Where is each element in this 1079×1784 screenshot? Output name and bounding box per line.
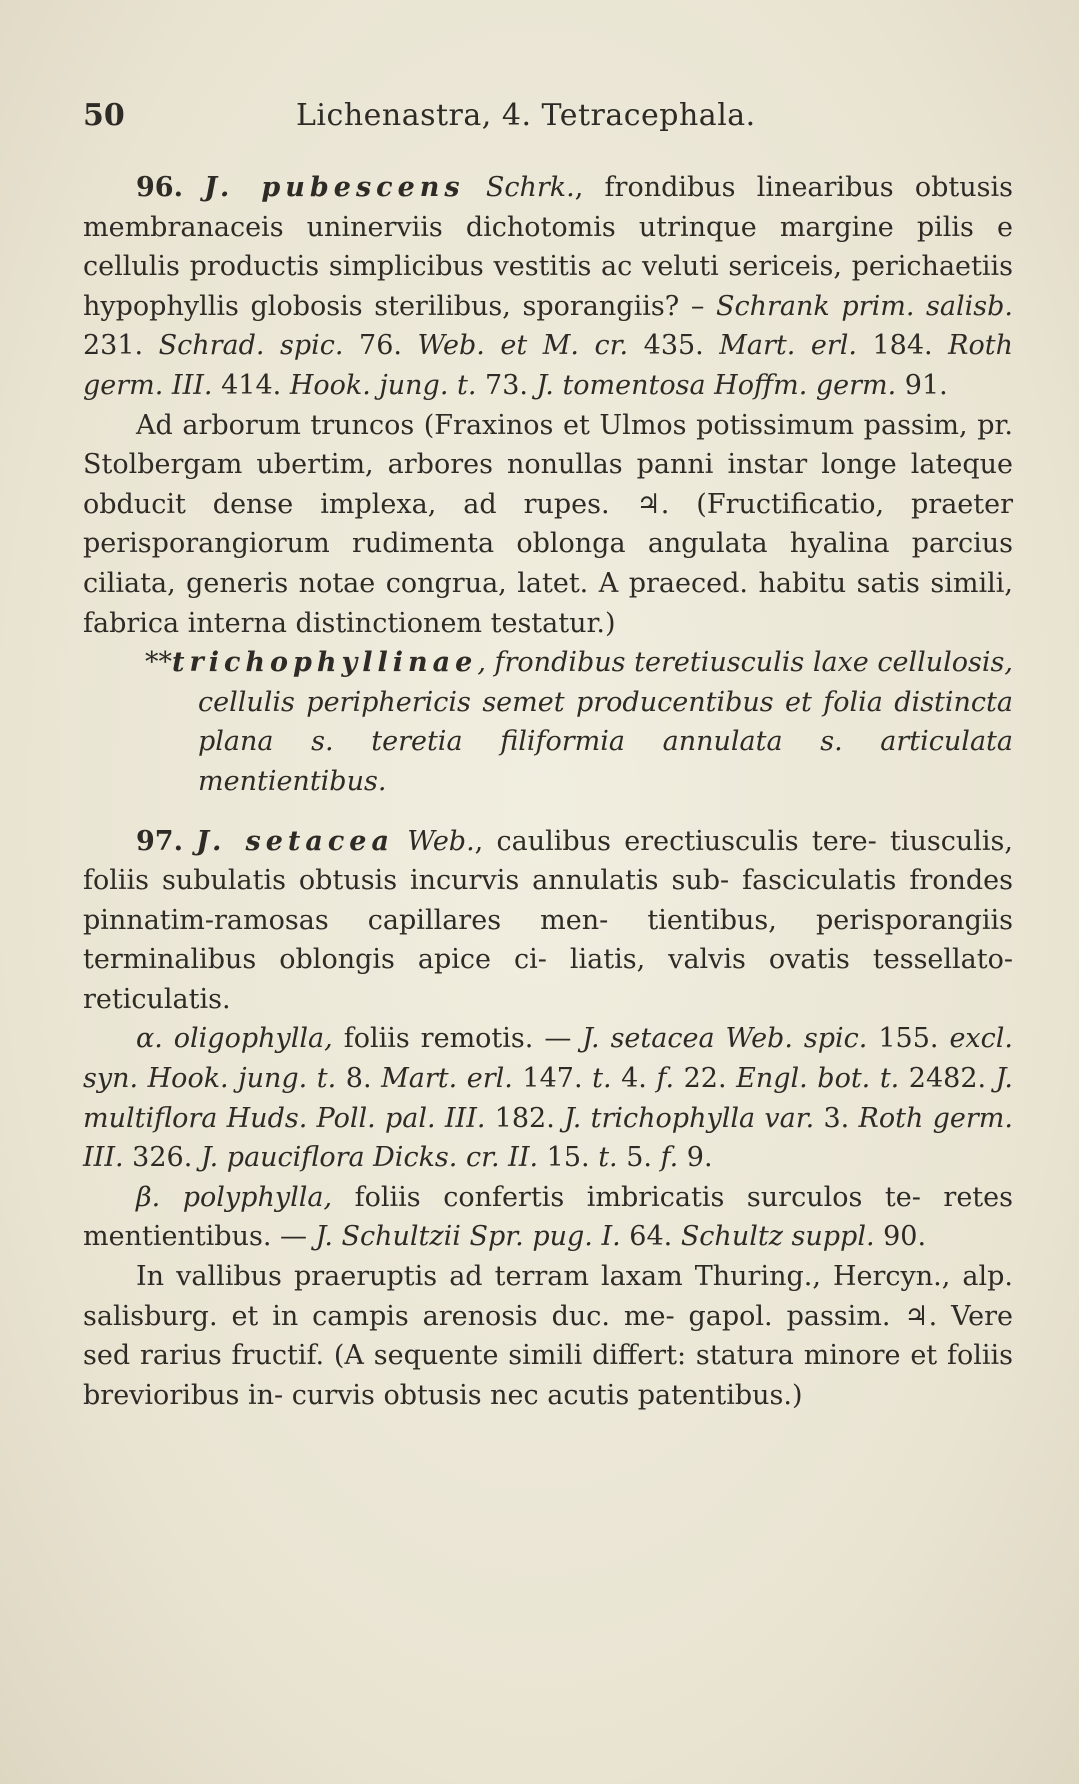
entry-number: 96. [136, 172, 183, 203]
reference-page: 9. [678, 1142, 713, 1174]
reference: J. setacea Web. spic. [582, 1023, 868, 1055]
reference: J. Schultzii Spr. pug. I. [315, 1221, 621, 1253]
reference: Web. et M. cr. [417, 330, 629, 362]
reference: t. [592, 1063, 612, 1095]
subsection-description: , frondibus teretiusculis laxe cellulosis, cellulis periphericis semet producentibus et folia distincta plana s. teretia filiformia annulata s. articulata mentientibus. [198, 647, 1013, 797]
reference: excl. syn. Hook. jung. t. [83, 1023, 1013, 1095]
variety-alpha [83, 1019, 1013, 1177]
entry-97 [83, 822, 1013, 1020]
reference-page: 15. [538, 1142, 599, 1174]
species-name: J. setacea [196, 825, 394, 857]
reference: Mart. erl. [381, 1063, 513, 1095]
variety-beta [83, 1178, 1013, 1257]
reference: Roth germ. III. [83, 330, 1013, 401]
reference-page: 435. [628, 330, 720, 362]
reference-page: 8. [336, 1063, 382, 1095]
reference-page: 2482. [899, 1063, 996, 1095]
page-body [83, 168, 1013, 1415]
species-author: Schrk. [485, 172, 575, 203]
subsection-name: trichophyllinae [172, 647, 478, 679]
reference: f. [660, 1142, 679, 1174]
entry-96 [83, 168, 1013, 406]
reference: Mart. erl. [719, 330, 857, 362]
reference-page: 76. [343, 330, 418, 362]
spacer [83, 802, 1013, 822]
description: , frondibus linearibus obtusis membranaceis uninerviis dichotomis utrinque margine pilis e cellulis productis simplicibus vestitis ac veluti sericeis, perichaetiis hypophyllis globosis sterilibus, sporangiis? – [83, 172, 1013, 322]
species-name: J. pubescens [204, 172, 465, 203]
variety-label: β. polyphylla, [136, 1181, 333, 1213]
reference: J. pauciflora Dicks. cr. II. [200, 1142, 539, 1174]
reference-page: 73. [476, 369, 537, 401]
reference-page: 231. [83, 330, 159, 362]
description: , caulibus erectiusculis tere- tiusculis, foliis subulatis obtusis incurvis annulatis sub- fasciculatis frondes pinnatim-ramosas capillares men- tientibus, perisporangiis terminalibus oblongis apice ci- liatis, valvis ovatis tessellato-reticulatis. [83, 825, 1013, 1015]
reference: Schrank prim. salisb. [715, 290, 1014, 322]
reference: Roth germ. III. [83, 1102, 1013, 1174]
reference: J. tomentosa Hoffm. germ. [536, 369, 897, 401]
reference: Hook. jung. t. [289, 369, 477, 401]
reference-page: 5. [617, 1142, 661, 1174]
reference-page: 326. [123, 1142, 201, 1174]
page-header [83, 98, 1013, 148]
reference-page: 3. [814, 1102, 859, 1134]
species-author: Web. [407, 825, 475, 857]
reference-page: 414. [212, 369, 290, 401]
reference: f. [656, 1063, 675, 1095]
variety-description: foliis remotis. — [332, 1023, 583, 1055]
variety-label: α. oligophylla, [136, 1023, 333, 1055]
variety-description: foliis confertis imbricatis surculos te- retes mentientibus. — [83, 1181, 1013, 1253]
reference: Engl. bot. t. [736, 1063, 900, 1095]
reference: t. [598, 1142, 618, 1174]
reference-page: 182. [485, 1102, 565, 1134]
subsection-marker: ** [145, 647, 172, 679]
reference: Schrad. spic. [158, 330, 344, 362]
reference-page: 155. [867, 1023, 950, 1055]
habitat-96: Ad arborum truncos (Fraxinos et Ulmos potissimum passim, pr. Stolbergam ubertim, arbores nonullas panni instar longe lateque obducit dense implexa, ad rupes. ♃. (Fructificatio, praeter perisporangiorum rudimenta oblonga angulata hyalina parcius ciliata, generis notae congrua, latet. A praeced. habitu satis simili, fabrica interna distinctionem testatur.) [83, 409, 1013, 639]
reference-page: 184. [856, 330, 949, 362]
reference: J. trichophylla var. [564, 1102, 815, 1134]
reference-page: 90. [874, 1221, 927, 1253]
habitat-97: In vallibus praeruptis ad terram laxam Thuring., Hercyn., alp. salisburg. et in campis arenosis duc. me- gapol. passim. ♃. Vere sed rarius fructif. (A sequente simili differt: statura minore et foliis brevioribus in- curvis obtusis nec acutis patentibus.) [83, 1261, 1013, 1411]
reference-page: 91. [896, 369, 948, 401]
page-number: 50 [83, 98, 125, 133]
reference-page: 64. [620, 1221, 681, 1253]
reference: Schultz suppl. [680, 1221, 875, 1253]
reference-page: 147. [512, 1063, 593, 1095]
subsection-heading [83, 643, 1013, 801]
running-title: Lichenastra, 4. Tetracephala. [296, 98, 756, 133]
reference: J. multiflora Huds. Poll. pal. III. [83, 1063, 1013, 1134]
entry-number: 97. [136, 825, 183, 857]
reference-page: 22. [674, 1063, 737, 1095]
reference-page: 4. [611, 1063, 657, 1095]
